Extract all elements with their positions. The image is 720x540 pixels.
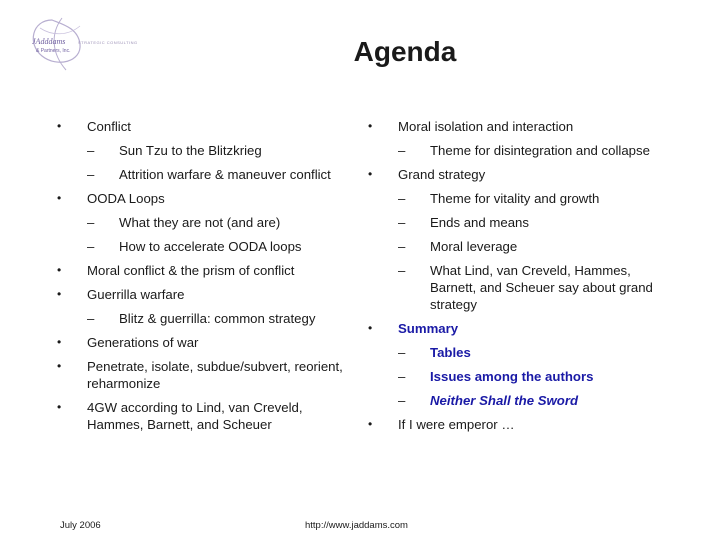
agenda-item <box>55 286 355 303</box>
logo-tagline: STRATEGIC CONSULTING <box>78 40 138 45</box>
agenda-subitem <box>87 142 355 159</box>
agenda-text: If I were emperor … <box>398 417 515 432</box>
agenda-text: What they are not (and are) <box>119 215 281 230</box>
dash-icon: – <box>87 167 95 182</box>
agenda-item <box>55 334 355 351</box>
agenda-subitem <box>398 344 666 361</box>
bullet-icon: • <box>57 119 62 133</box>
agenda-text: Theme for vitality and growth <box>430 191 600 206</box>
dash-icon: – <box>398 369 406 384</box>
agenda-item <box>55 190 355 207</box>
agenda-item <box>55 118 355 135</box>
agenda-text: Guerrilla warfare <box>87 287 185 302</box>
agenda-text: Issues among the authors <box>430 369 594 384</box>
agenda-text: Summary <box>398 321 459 336</box>
agenda-text: Ends and means <box>430 215 529 230</box>
agenda-subitem <box>398 262 666 313</box>
agenda-text: Moral leverage <box>430 239 518 254</box>
agenda-text: Attrition warfare & maneuver conflict <box>119 167 331 182</box>
agenda-item <box>366 118 666 135</box>
agenda-text: Neither Shall the Sword <box>430 393 579 408</box>
bullet-icon: • <box>368 417 373 431</box>
agenda-text: Penetrate, isolate, subdue/subvert, reorient, reharmonize <box>87 359 343 391</box>
page-title: Agenda <box>353 36 457 67</box>
agenda-item <box>366 320 666 337</box>
dash-icon: – <box>398 239 406 254</box>
right-agenda-column <box>366 118 666 440</box>
footer-url[interactable]: http://www.jaddams.com <box>305 520 408 531</box>
dash-icon: – <box>87 239 95 254</box>
agenda-subitem <box>398 142 666 159</box>
agenda-item <box>55 399 355 433</box>
agenda-text: Sun Tzu to the Blitzkrieg <box>119 143 262 158</box>
agenda-subitem <box>87 214 355 231</box>
agenda-item <box>55 358 355 392</box>
agenda-subitem <box>398 190 666 207</box>
agenda-item <box>366 166 666 183</box>
bullet-icon: • <box>57 287 62 301</box>
bullet-icon: • <box>368 167 373 181</box>
agenda-subitem <box>87 238 355 255</box>
bullet-icon: • <box>57 359 62 373</box>
agenda-item <box>55 262 355 279</box>
bullet-icon: • <box>368 119 373 133</box>
left-agenda-column <box>55 118 355 440</box>
bullet-icon: • <box>57 400 62 414</box>
agenda-item <box>366 416 666 433</box>
dash-icon: – <box>87 311 95 326</box>
logo-wordmark: JAdddams <box>32 37 66 46</box>
agenda-text: Blitz & guerrilla: common strategy <box>119 311 316 326</box>
footer-date: July 2006 <box>60 520 101 531</box>
agenda-text: Grand strategy <box>398 167 486 182</box>
agenda-text: OODA Loops <box>87 191 165 206</box>
agenda-text: Moral isolation and interaction <box>398 119 574 134</box>
bullet-icon: • <box>57 191 62 205</box>
agenda-text: How to accelerate OODA loops <box>119 239 302 254</box>
agenda-text: What Lind, van Creveld, Hammes, Barnett, and Scheuer say about grand strategy <box>430 263 653 312</box>
dash-icon: – <box>87 215 95 230</box>
dash-icon: – <box>398 263 406 278</box>
agenda-subitem <box>398 392 666 409</box>
dash-icon: – <box>398 143 406 158</box>
dash-icon: – <box>398 345 406 360</box>
logo-subtext: & Partners, Inc. <box>36 48 71 54</box>
agenda-subitem <box>398 368 666 385</box>
dash-icon: – <box>398 191 406 206</box>
bullet-icon: • <box>57 263 62 277</box>
dash-icon: – <box>87 143 95 158</box>
agenda-subitem <box>398 238 666 255</box>
agenda-subitem <box>398 214 666 231</box>
agenda-text: Moral conflict & the prism of conflict <box>87 263 295 278</box>
agenda-text: Theme for disintegration and collapse <box>430 143 650 158</box>
bullet-icon: • <box>57 335 62 349</box>
agenda-text: 4GW according to Lind, van Creveld, Hammes, Barnett, and Scheuer <box>87 400 303 432</box>
agenda-text: Conflict <box>87 119 131 134</box>
agenda-subitem <box>87 310 355 327</box>
dash-icon: – <box>398 393 406 408</box>
bullet-icon: • <box>368 321 373 335</box>
agenda-subitem <box>87 166 355 183</box>
agenda-text: Generations of war <box>87 335 199 350</box>
agenda-text: Tables <box>430 345 471 360</box>
dash-icon: – <box>398 215 406 230</box>
